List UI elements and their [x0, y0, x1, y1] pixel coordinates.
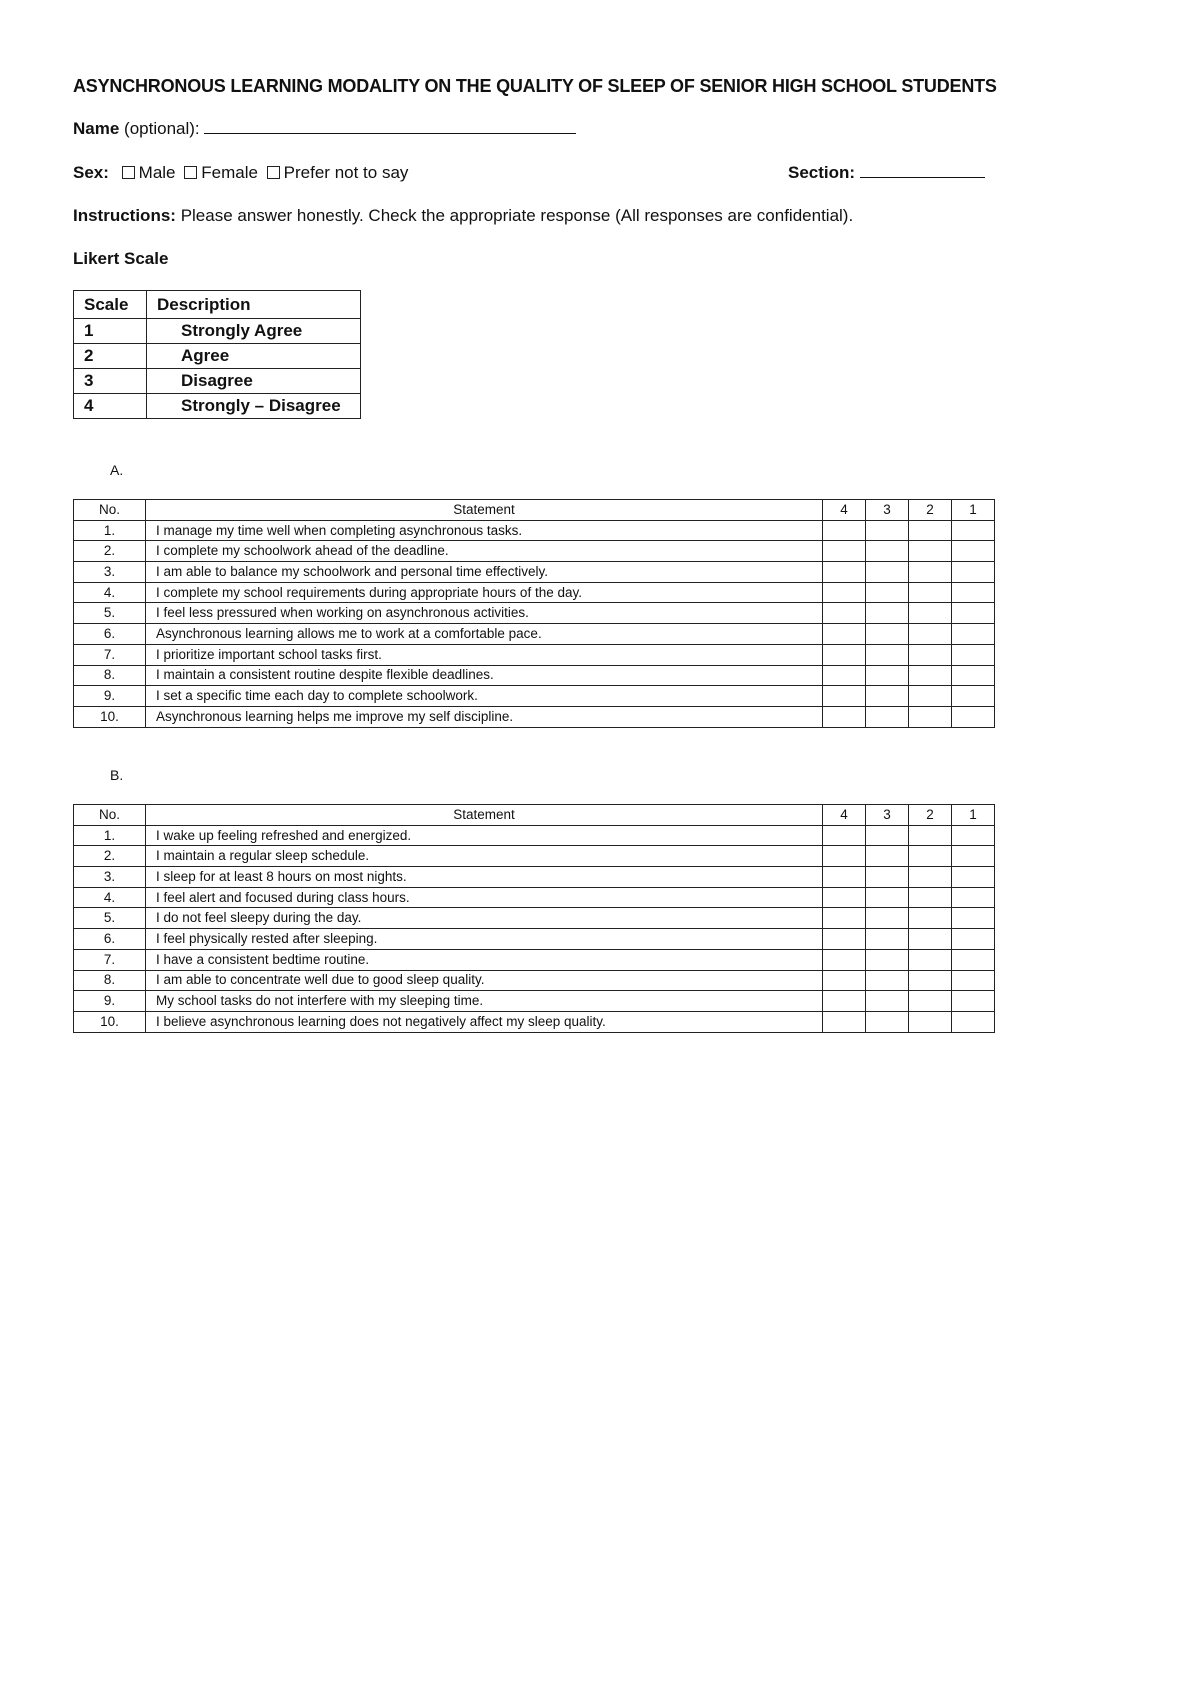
statement-text: I set a specific time each day to complete schoolwork.: [146, 686, 823, 707]
item-number: 3.: [74, 562, 146, 583]
header-rating-3: 3: [866, 500, 909, 521]
likert-row: [74, 369, 361, 394]
table-row: [74, 949, 995, 970]
rating-cell-2[interactable]: [909, 520, 952, 541]
rating-cell-3[interactable]: [866, 1011, 909, 1032]
table-row: [74, 665, 995, 686]
item-number: 8.: [74, 665, 146, 686]
statement-text: I complete my school requirements during appropriate hours of the day.: [146, 582, 823, 603]
rating-cell-2[interactable]: [909, 949, 952, 970]
statement-text: I am able to balance my schoolwork and personal time effectively.: [146, 562, 823, 583]
likert-header-row: [74, 291, 361, 319]
item-number: 10.: [74, 706, 146, 727]
statement-text: I have a consistent bedtime routine.: [146, 949, 823, 970]
rating-cell-4[interactable]: [823, 1011, 866, 1032]
rating-cell-1[interactable]: [952, 825, 995, 846]
header-statement: Statement: [146, 805, 823, 826]
rating-cell-2[interactable]: [909, 991, 952, 1012]
statement-text: I sleep for at least 8 hours on most nights.: [146, 867, 823, 888]
rating-cell-4[interactable]: [823, 887, 866, 908]
rating-cell-4[interactable]: [823, 867, 866, 888]
name-line: [73, 119, 576, 139]
header-rating-1: 1: [952, 500, 995, 521]
rating-cell-2[interactable]: [909, 686, 952, 707]
rating-cell-4[interactable]: [823, 846, 866, 867]
section-blank-field[interactable]: [860, 163, 985, 178]
table-header-row: [74, 500, 995, 521]
option-male-label: Male: [138, 163, 176, 182]
rating-cell-2[interactable]: [909, 887, 952, 908]
item-number: 10.: [74, 1011, 146, 1032]
likert-heading: Likert Scale: [73, 249, 169, 268]
likert-description: Agree: [147, 344, 361, 369]
rating-cell-3[interactable]: [866, 603, 909, 624]
table-row: [74, 867, 995, 888]
rating-cell-2[interactable]: [909, 624, 952, 645]
statement-text: I feel physically rested after sleeping.: [146, 929, 823, 950]
rating-cell-1[interactable]: [952, 706, 995, 727]
rating-cell-2[interactable]: [909, 541, 952, 562]
rating-cell-3[interactable]: [866, 908, 909, 929]
section-a-table: [73, 499, 995, 728]
header-rating-2: 2: [909, 805, 952, 826]
table-row: [74, 846, 995, 867]
header-rating-1: 1: [952, 805, 995, 826]
item-number: 3.: [74, 867, 146, 888]
table-row: [74, 562, 995, 583]
statement-text: I prioritize important school tasks first.: [146, 644, 823, 665]
rating-cell-3[interactable]: [866, 562, 909, 583]
table-row: [74, 929, 995, 950]
table-row: [74, 970, 995, 991]
option-prefer-not-to-say-label: Prefer not to say: [283, 163, 409, 182]
item-number: 2.: [74, 541, 146, 562]
rating-cell-1[interactable]: [952, 562, 995, 583]
item-number: 8.: [74, 970, 146, 991]
rating-cell-4[interactable]: [823, 562, 866, 583]
instructions-label: Instructions:: [73, 206, 176, 225]
option-female-label: Female: [201, 163, 258, 182]
likert-header-description: Description: [147, 291, 361, 319]
name-label: Name: [73, 119, 120, 138]
table-row: [74, 541, 995, 562]
likert-row: [74, 319, 361, 344]
rating-cell-2[interactable]: [909, 970, 952, 991]
rating-cell-4[interactable]: [823, 624, 866, 645]
rating-cell-1[interactable]: [952, 991, 995, 1012]
checkbox-prefer-not-to-say[interactable]: [267, 166, 280, 179]
rating-cell-2[interactable]: [909, 665, 952, 686]
rating-cell-1[interactable]: [952, 949, 995, 970]
statement-text: Asynchronous learning allows me to work at a comfortable pace.: [146, 624, 823, 645]
rating-cell-4[interactable]: [823, 603, 866, 624]
likert-row: [74, 344, 361, 369]
rating-cell-3[interactable]: [866, 706, 909, 727]
item-number: 7.: [74, 644, 146, 665]
rating-cell-2[interactable]: [909, 582, 952, 603]
rating-cell-4[interactable]: [823, 706, 866, 727]
rating-cell-2[interactable]: [909, 929, 952, 950]
rating-cell-3[interactable]: [866, 846, 909, 867]
rating-cell-4[interactable]: [823, 686, 866, 707]
rating-cell-1[interactable]: [952, 644, 995, 665]
rating-cell-2[interactable]: [909, 603, 952, 624]
header-rating-4: 4: [823, 805, 866, 826]
item-number: 9.: [74, 686, 146, 707]
name-hint: (optional):: [124, 119, 200, 138]
rating-cell-3[interactable]: [866, 825, 909, 846]
document-title: ASYNCHRONOUS LEARNING MODALITY ON THE QUALITY OF SLEEP OF SENIOR HIGH SCHOOL STUDENTS: [73, 76, 997, 96]
table-header-row: [74, 805, 995, 826]
item-number: 1.: [74, 520, 146, 541]
rating-cell-3[interactable]: [866, 644, 909, 665]
header-rating-2: 2: [909, 500, 952, 521]
rating-cell-3[interactable]: [866, 970, 909, 991]
section-b-table: [73, 804, 995, 1033]
statement-text: I complete my schoolwork ahead of the deadline.: [146, 541, 823, 562]
rating-cell-4[interactable]: [823, 949, 866, 970]
likert-scale-table: [73, 290, 361, 419]
section-b-label: B.: [110, 767, 124, 783]
rating-cell-2[interactable]: [909, 706, 952, 727]
table-row: [74, 908, 995, 929]
table-row: [74, 520, 995, 541]
rating-cell-2[interactable]: [909, 562, 952, 583]
rating-cell-1[interactable]: [952, 970, 995, 991]
rating-cell-4[interactable]: [823, 970, 866, 991]
likert-scale-value: 1: [74, 319, 147, 344]
instructions-text: Please answer honestly. Check the appropriate response (All responses are confidential).: [180, 206, 854, 225]
table-row: [74, 686, 995, 707]
rating-cell-1[interactable]: [952, 929, 995, 950]
likert-description: Strongly Agree: [147, 319, 361, 344]
rating-cell-2[interactable]: [909, 1011, 952, 1032]
likert-row: [74, 394, 361, 419]
table-row: [74, 582, 995, 603]
rating-cell-3[interactable]: [866, 686, 909, 707]
rating-cell-2[interactable]: [909, 908, 952, 929]
table-row: [74, 825, 995, 846]
header-no: No.: [74, 805, 146, 826]
header-no: No.: [74, 500, 146, 521]
rating-cell-3[interactable]: [866, 541, 909, 562]
section-label: Section:: [788, 163, 856, 182]
section-line: [788, 163, 985, 183]
rating-cell-1[interactable]: [952, 520, 995, 541]
statement-text: I manage my time well when completing asynchronous tasks.: [146, 520, 823, 541]
rating-cell-1[interactable]: [952, 867, 995, 888]
header-statement: Statement: [146, 500, 823, 521]
likert-description: Disagree: [147, 369, 361, 394]
rating-cell-1[interactable]: [952, 887, 995, 908]
rating-cell-2[interactable]: [909, 825, 952, 846]
rating-cell-3[interactable]: [866, 582, 909, 603]
rating-cell-4[interactable]: [823, 825, 866, 846]
likert-scale-value: 3: [74, 369, 147, 394]
item-number: 4.: [74, 582, 146, 603]
sex-line: [73, 163, 408, 183]
statement-text: I maintain a consistent routine despite flexible deadlines.: [146, 665, 823, 686]
statement-text: My school tasks do not interfere with my sleeping time.: [146, 991, 823, 1012]
item-number: 7.: [74, 949, 146, 970]
header-rating-3: 3: [866, 805, 909, 826]
rating-cell-2[interactable]: [909, 846, 952, 867]
rating-cell-4[interactable]: [823, 929, 866, 950]
table-row: [74, 624, 995, 645]
rating-cell-3[interactable]: [866, 929, 909, 950]
statement-text: I do not feel sleepy during the day.: [146, 908, 823, 929]
rating-cell-3[interactable]: [866, 949, 909, 970]
rating-cell-1[interactable]: [952, 846, 995, 867]
statement-text: I believe asynchronous learning does not negatively affect my sleep quality.: [146, 1011, 823, 1032]
rating-cell-1[interactable]: [952, 686, 995, 707]
table-row: [74, 644, 995, 665]
statement-text: I maintain a regular sleep schedule.: [146, 846, 823, 867]
table-row: [74, 706, 995, 727]
item-number: 6.: [74, 624, 146, 645]
rating-cell-2[interactable]: [909, 867, 952, 888]
rating-cell-1[interactable]: [952, 541, 995, 562]
checkbox-female[interactable]: [184, 166, 197, 179]
rating-cell-4[interactable]: [823, 991, 866, 1012]
item-number: 6.: [74, 929, 146, 950]
rating-cell-2[interactable]: [909, 644, 952, 665]
rating-cell-1[interactable]: [952, 624, 995, 645]
rating-cell-1[interactable]: [952, 665, 995, 686]
rating-cell-3[interactable]: [866, 991, 909, 1012]
item-number: 2.: [74, 846, 146, 867]
rating-cell-3[interactable]: [866, 665, 909, 686]
rating-cell-4[interactable]: [823, 520, 866, 541]
likert-scale-value: 4: [74, 394, 147, 419]
rating-cell-3[interactable]: [866, 624, 909, 645]
statement-text: Asynchronous learning helps me improve my self discipline.: [146, 706, 823, 727]
likert-header-scale: Scale: [74, 291, 147, 319]
section-a-label: A.: [110, 462, 124, 478]
item-number: 1.: [74, 825, 146, 846]
rating-cell-1[interactable]: [952, 603, 995, 624]
statement-text: I am able to concentrate well due to good sleep quality.: [146, 970, 823, 991]
table-row: [74, 991, 995, 1012]
table-row: [74, 1011, 995, 1032]
likert-description: Strongly – Disagree: [147, 394, 361, 419]
rating-cell-1[interactable]: [952, 582, 995, 603]
likert-scale-value: 2: [74, 344, 147, 369]
checkbox-male[interactable]: [122, 166, 135, 179]
rating-cell-3[interactable]: [866, 520, 909, 541]
item-number: 5.: [74, 908, 146, 929]
rating-cell-3[interactable]: [866, 867, 909, 888]
instructions-line: [73, 206, 853, 226]
rating-cell-4[interactable]: [823, 541, 866, 562]
header-rating-4: 4: [823, 500, 866, 521]
statement-text: I feel alert and focused during class hours.: [146, 887, 823, 908]
sex-label: Sex:: [73, 163, 109, 182]
rating-cell-4[interactable]: [823, 582, 866, 603]
table-row: [74, 603, 995, 624]
statement-text: I feel less pressured when working on asynchronous activities.: [146, 603, 823, 624]
item-number: 9.: [74, 991, 146, 1012]
rating-cell-4[interactable]: [823, 908, 866, 929]
rating-cell-3[interactable]: [866, 887, 909, 908]
rating-cell-1[interactable]: [952, 1011, 995, 1032]
item-number: 5.: [74, 603, 146, 624]
rating-cell-1[interactable]: [952, 908, 995, 929]
item-number: 4.: [74, 887, 146, 908]
name-blank-field[interactable]: [204, 119, 576, 134]
rating-cell-4[interactable]: [823, 665, 866, 686]
table-row: [74, 887, 995, 908]
rating-cell-4[interactable]: [823, 644, 866, 665]
statement-text: I wake up feeling refreshed and energized.: [146, 825, 823, 846]
